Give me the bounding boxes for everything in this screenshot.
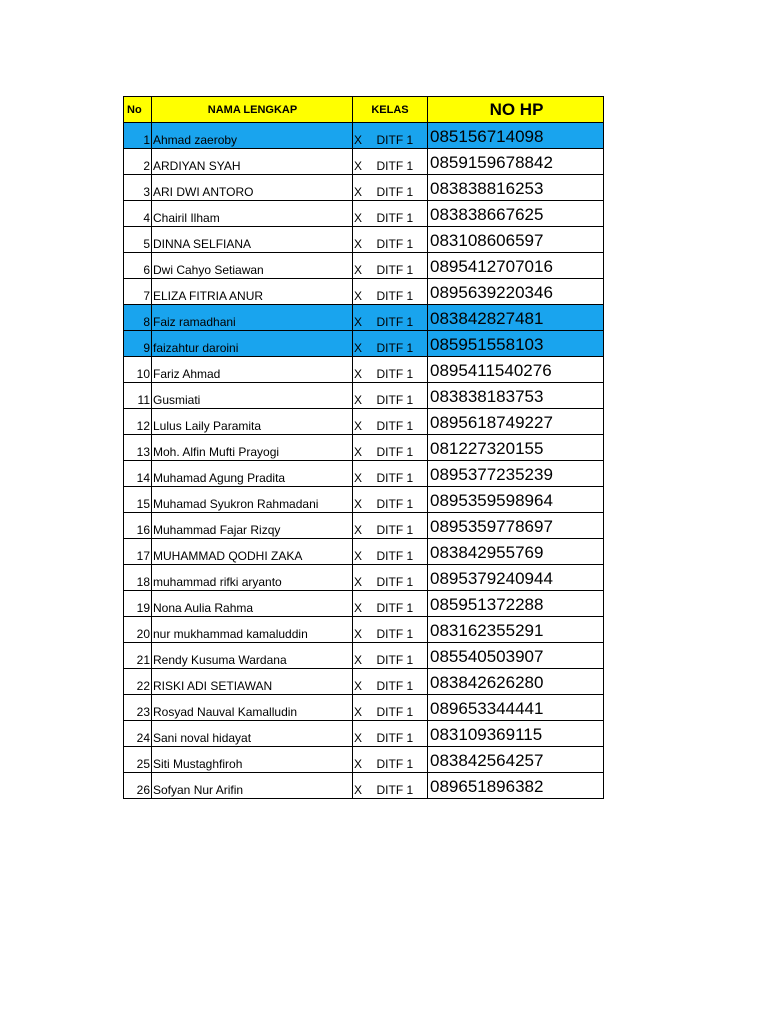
row-number-cell[interactable]: 2	[124, 149, 152, 175]
student-name-cell[interactable]: Lulus Laily Paramita	[152, 409, 353, 435]
class-cell[interactable]: DITF 1	[375, 123, 428, 149]
class-cell[interactable]: DITF 1	[375, 201, 428, 227]
table-row	[124, 513, 604, 539]
class-cell[interactable]: DITF 1	[375, 461, 428, 487]
student-name-cell[interactable]: nur mukhammad kamaluddin	[152, 617, 353, 643]
phone-number-cell[interactable]: 0859159678842	[428, 149, 604, 175]
table-row	[124, 357, 604, 383]
phone-number-cell[interactable]: 083108606597	[428, 227, 604, 253]
student-name-cell[interactable]: Moh. Alfin Mufti Prayogi	[152, 435, 353, 461]
row-number-cell[interactable]: 3	[124, 175, 152, 201]
marker-cell[interactable]: X	[353, 357, 375, 383]
row-number-cell[interactable]: 16	[124, 513, 152, 539]
student-name-cell[interactable]: ARDIYAN SYAH	[152, 149, 353, 175]
class-cell[interactable]: DITF 1	[375, 539, 428, 565]
table-row	[124, 487, 604, 513]
row-number-cell[interactable]: 15	[124, 487, 152, 513]
phone-number-cell[interactable]: 0895359778697	[428, 513, 604, 539]
row-number-cell[interactable]: 24	[124, 721, 152, 747]
table-row	[124, 279, 604, 305]
student-contact-table	[123, 96, 604, 799]
student-name-cell[interactable]: MUHAMMAD QODHI ZAKA	[152, 539, 353, 565]
table-row	[124, 253, 604, 279]
row-number-cell[interactable]: 22	[124, 669, 152, 695]
phone-number-cell[interactable]: 083842955769	[428, 539, 604, 565]
student-name-cell[interactable]: ARI DWI ANTORO	[152, 175, 353, 201]
student-name-cell[interactable]: Chairil Ilham	[152, 201, 353, 227]
class-cell[interactable]: DITF 1	[375, 409, 428, 435]
student-name-cell[interactable]: Muhamad Syukron Rahmadani	[152, 487, 353, 513]
table-row	[124, 747, 604, 773]
class-cell[interactable]: DITF 1	[375, 487, 428, 513]
table-row	[124, 643, 604, 669]
phone-number-cell[interactable]: 089653344441	[428, 695, 604, 721]
row-number-cell[interactable]: 7	[124, 279, 152, 305]
marker-cell[interactable]: X	[353, 253, 375, 279]
class-cell[interactable]: DITF 1	[375, 747, 428, 773]
phone-number-cell[interactable]: 0895639220346	[428, 279, 604, 305]
class-cell[interactable]: DITF 1	[375, 279, 428, 305]
phone-number-cell[interactable]: 083842564257	[428, 747, 604, 773]
phone-number-cell[interactable]: 0895379240944	[428, 565, 604, 591]
marker-cell[interactable]: X	[353, 227, 375, 253]
class-cell[interactable]: DITF 1	[375, 695, 428, 721]
marker-cell[interactable]: X	[353, 669, 375, 695]
table-row	[124, 695, 604, 721]
marker-cell[interactable]: X	[353, 513, 375, 539]
table-row	[124, 461, 604, 487]
phone-number-cell[interactable]: 0895412707016	[428, 253, 604, 279]
marker-cell[interactable]: X	[353, 773, 375, 799]
student-name-cell[interactable]: muhammad rifki aryanto	[152, 565, 353, 591]
marker-cell[interactable]: X	[353, 175, 375, 201]
table-row	[124, 201, 604, 227]
student-name-cell[interactable]: faizahtur daroini	[152, 331, 353, 357]
marker-cell[interactable]: X	[353, 565, 375, 591]
row-number-cell[interactable]: 10	[124, 357, 152, 383]
marker-cell[interactable]: X	[353, 617, 375, 643]
student-name-cell[interactable]: RISKI ADI SETIAWAN	[152, 669, 353, 695]
table-row	[124, 591, 604, 617]
row-number-cell[interactable]: 18	[124, 565, 152, 591]
phone-number-cell[interactable]: 083838816253	[428, 175, 604, 201]
marker-cell[interactable]: X	[353, 383, 375, 409]
phone-number-cell[interactable]: 085540503907	[428, 643, 604, 669]
marker-cell[interactable]: X	[353, 409, 375, 435]
student-name-cell[interactable]: Nona Aulia Rahma	[152, 591, 353, 617]
table-row	[124, 435, 604, 461]
header-nama-lengkap: NAMA LENGKAP	[152, 97, 353, 123]
row-number-cell[interactable]: 25	[124, 747, 152, 773]
table-row	[124, 721, 604, 747]
student-name-cell[interactable]: Fariz Ahmad	[152, 357, 353, 383]
phone-number-cell[interactable]: 083838183753	[428, 383, 604, 409]
table-row	[124, 669, 604, 695]
student-name-cell[interactable]: Muhamad Agung Pradita	[152, 461, 353, 487]
table-row	[124, 331, 604, 357]
class-cell[interactable]: DITF 1	[375, 721, 428, 747]
marker-cell[interactable]: X	[353, 201, 375, 227]
row-number-cell[interactable]: 1	[124, 123, 152, 149]
student-name-cell[interactable]: Gusmiati	[152, 383, 353, 409]
class-cell[interactable]: DITF 1	[375, 331, 428, 357]
marker-cell[interactable]: X	[353, 591, 375, 617]
class-cell[interactable]: DITF 1	[375, 305, 428, 331]
table-row	[124, 305, 604, 331]
student-name-cell[interactable]: Sani noval hidayat	[152, 721, 353, 747]
row-number-cell[interactable]: 20	[124, 617, 152, 643]
row-number-cell[interactable]: 13	[124, 435, 152, 461]
table-row	[124, 123, 604, 149]
phone-number-cell[interactable]: 0895377235239	[428, 461, 604, 487]
phone-number-cell[interactable]: 081227320155	[428, 435, 604, 461]
class-cell[interactable]: DITF 1	[375, 773, 428, 799]
marker-cell[interactable]: X	[353, 747, 375, 773]
row-number-cell[interactable]: 4	[124, 201, 152, 227]
marker-cell[interactable]: X	[353, 149, 375, 175]
marker-cell[interactable]: X	[353, 331, 375, 357]
phone-number-cell[interactable]: 083842626280	[428, 669, 604, 695]
student-name-cell[interactable]: Sofyan Nur Arifin	[152, 773, 353, 799]
class-cell[interactable]: DITF 1	[375, 565, 428, 591]
table-row	[124, 617, 604, 643]
student-name-cell[interactable]: Ahmad zaeroby	[152, 123, 353, 149]
marker-cell[interactable]: X	[353, 461, 375, 487]
row-number-cell[interactable]: 19	[124, 591, 152, 617]
table-row	[124, 539, 604, 565]
phone-number-cell[interactable]: 083842827481	[428, 305, 604, 331]
class-cell[interactable]: DITF 1	[375, 669, 428, 695]
row-number-cell[interactable]: 26	[124, 773, 152, 799]
phone-number-cell[interactable]: 085951558103	[428, 331, 604, 357]
table-row	[124, 149, 604, 175]
row-number-cell[interactable]: 11	[124, 383, 152, 409]
phone-number-cell[interactable]: 0895411540276	[428, 357, 604, 383]
row-number-cell[interactable]: 17	[124, 539, 152, 565]
row-number-cell[interactable]: 6	[124, 253, 152, 279]
phone-number-cell[interactable]: 0895618749227	[428, 409, 604, 435]
table-row	[124, 409, 604, 435]
row-number-cell[interactable]: 21	[124, 643, 152, 669]
header-no-hp: NO HP	[428, 97, 604, 123]
row-number-cell[interactable]: 14	[124, 461, 152, 487]
row-number-cell[interactable]: 23	[124, 695, 152, 721]
student-name-cell[interactable]: Dwi Cahyo Setiawan	[152, 253, 353, 279]
class-cell[interactable]: DITF 1	[375, 643, 428, 669]
table-row	[124, 773, 604, 799]
marker-cell[interactable]: X	[353, 539, 375, 565]
marker-cell[interactable]: X	[353, 695, 375, 721]
header-row	[124, 97, 604, 123]
marker-cell[interactable]: X	[353, 721, 375, 747]
student-name-cell[interactable]: Siti Mustaghfiroh	[152, 747, 353, 773]
student-name-cell[interactable]: ELIZA FITRIA ANUR	[152, 279, 353, 305]
class-cell[interactable]: DITF 1	[375, 383, 428, 409]
table-row	[124, 227, 604, 253]
table-row	[124, 383, 604, 409]
phone-number-cell[interactable]: 083109369115	[428, 721, 604, 747]
phone-number-cell[interactable]: 085951372288	[428, 591, 604, 617]
class-cell[interactable]: DITF 1	[375, 435, 428, 461]
marker-cell[interactable]: X	[353, 123, 375, 149]
student-name-cell[interactable]: Muhammad Fajar Rizqy	[152, 513, 353, 539]
student-name-cell[interactable]: Rendy Kusuma Wardana	[152, 643, 353, 669]
phone-number-cell[interactable]: 085156714098	[428, 123, 604, 149]
class-cell[interactable]: DITF 1	[375, 513, 428, 539]
marker-cell[interactable]: X	[353, 643, 375, 669]
marker-cell[interactable]: X	[353, 487, 375, 513]
header-no: No	[124, 97, 152, 123]
student-name-cell[interactable]: Faiz ramadhani	[152, 305, 353, 331]
class-cell[interactable]: DITF 1	[375, 253, 428, 279]
header-kelas: KELAS	[353, 97, 428, 123]
student-name-cell[interactable]: DINNA SELFIANA	[152, 227, 353, 253]
class-cell[interactable]: DITF 1	[375, 227, 428, 253]
class-cell[interactable]: DITF 1	[375, 175, 428, 201]
row-number-cell[interactable]: 9	[124, 331, 152, 357]
table-row	[124, 175, 604, 201]
phone-number-cell[interactable]: 083162355291	[428, 617, 604, 643]
table-row	[124, 565, 604, 591]
row-number-cell[interactable]: 12	[124, 409, 152, 435]
marker-cell[interactable]: X	[353, 435, 375, 461]
row-number-cell[interactable]: 5	[124, 227, 152, 253]
class-cell[interactable]: DITF 1	[375, 357, 428, 383]
marker-cell[interactable]: X	[353, 279, 375, 305]
phone-number-cell[interactable]: 083838667625	[428, 201, 604, 227]
student-name-cell[interactable]: Rosyad Nauval Kamalludin	[152, 695, 353, 721]
class-cell[interactable]: DITF 1	[375, 617, 428, 643]
row-number-cell[interactable]: 8	[124, 305, 152, 331]
phone-number-cell[interactable]: 089651896382	[428, 773, 604, 799]
class-cell[interactable]: DITF 1	[375, 591, 428, 617]
marker-cell[interactable]: X	[353, 305, 375, 331]
class-cell[interactable]: DITF 1	[375, 149, 428, 175]
phone-number-cell[interactable]: 0895359598964	[428, 487, 604, 513]
